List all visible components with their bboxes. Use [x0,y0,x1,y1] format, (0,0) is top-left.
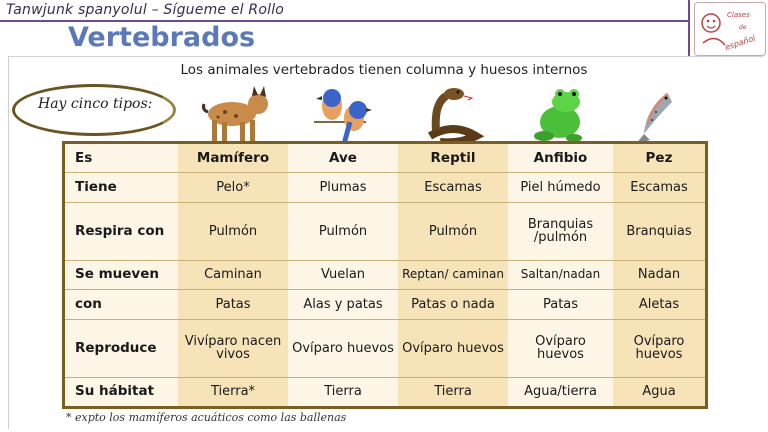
table-row [65,260,705,290]
table-cell: Agua/tierra [524,384,597,400]
header-cell-ave: Ave [288,144,398,173]
table-cell: Saltan/nadan [508,260,613,290]
table-cell: Aletas [613,290,705,320]
table-cell: Tierra* [178,377,288,406]
row-label: Respira con [65,203,178,261]
table-cell: Vuelan [288,260,398,290]
row-label: Tiene [65,173,178,203]
header-cell-mamifero: Mamífero [178,144,288,173]
table-cell: Caminan [178,260,288,290]
table-cell: Patas [508,290,613,320]
table-cell: Reptan/ caminan [398,260,508,290]
logo-word-2: de [739,24,747,31]
page-title: Vertebrados [68,22,256,53]
header-cell-anfibio: Anfibio [508,144,613,173]
table-row [65,320,705,378]
row-label: Se mueven [65,260,178,290]
footnote: * expto los mamíferos acuáticos como las ballenas [66,411,347,424]
table-cell: Tierra [324,384,362,400]
row-label: con [65,290,178,320]
header-cell-es: Es [65,144,178,173]
logo-graphic [695,3,765,55]
table-cell: Branquias [613,203,705,261]
logo-word-1: Clases [727,11,750,19]
lynx-icon [190,84,274,144]
logo-word-3: español [723,33,757,52]
table-row [65,173,705,203]
table-row [65,377,705,406]
subtitle: Los animales vertebrados tienen columna y huesos internos [180,62,588,78]
table-cell: Patas [178,290,288,320]
table-cell: Pelo* [178,173,288,203]
table-row [65,203,705,261]
header-cell-reptil: Reptil [398,144,508,173]
table-cell: Pulmón [288,203,398,261]
fish-icon [630,88,680,146]
table-cell: Ovíparo huevos [613,320,705,378]
bird-icon [306,82,378,146]
row-label: Su hábitat [75,383,155,400]
table-cell: Tierra [398,377,508,406]
table-cell: Piel húmedo [508,173,613,203]
clases-logo [694,2,766,56]
snake-icon [420,84,486,144]
frog-icon [530,86,592,144]
logo-divider [688,0,690,56]
table-grid [65,144,705,406]
table-cell: Escamas [613,173,705,203]
table-cell: Ovíparo huevos [508,320,613,378]
table-row [65,290,705,320]
intro-text: Hay cinco tipos: [38,96,153,112]
header-cell-pez: Pez [613,144,705,173]
table-cell: Branquias /pulmón [508,203,613,261]
table-cell: Pulmón [178,203,288,261]
table-cell: Plumas [288,173,398,203]
table-cell: Ovíparo huevos [288,320,398,378]
table-cell: Alas y patas [288,290,398,320]
row-label: Reproduce [65,320,178,378]
table-header-row [65,144,705,173]
table-cell: Escamas [398,173,508,203]
table-cell: Vivíparo nacen vivos [178,320,288,378]
table-cell: Patas o nada [398,290,508,320]
table-cell: Agua [613,377,705,406]
table-cell: Ovíparo huevos [398,320,508,378]
series-title: Tanwjunk spanyolul – Sígueme el Rollo [6,2,285,18]
table-cell: Nadan [613,260,705,290]
table-cell: Pulmón [398,203,508,261]
vertebrates-table [62,141,708,409]
